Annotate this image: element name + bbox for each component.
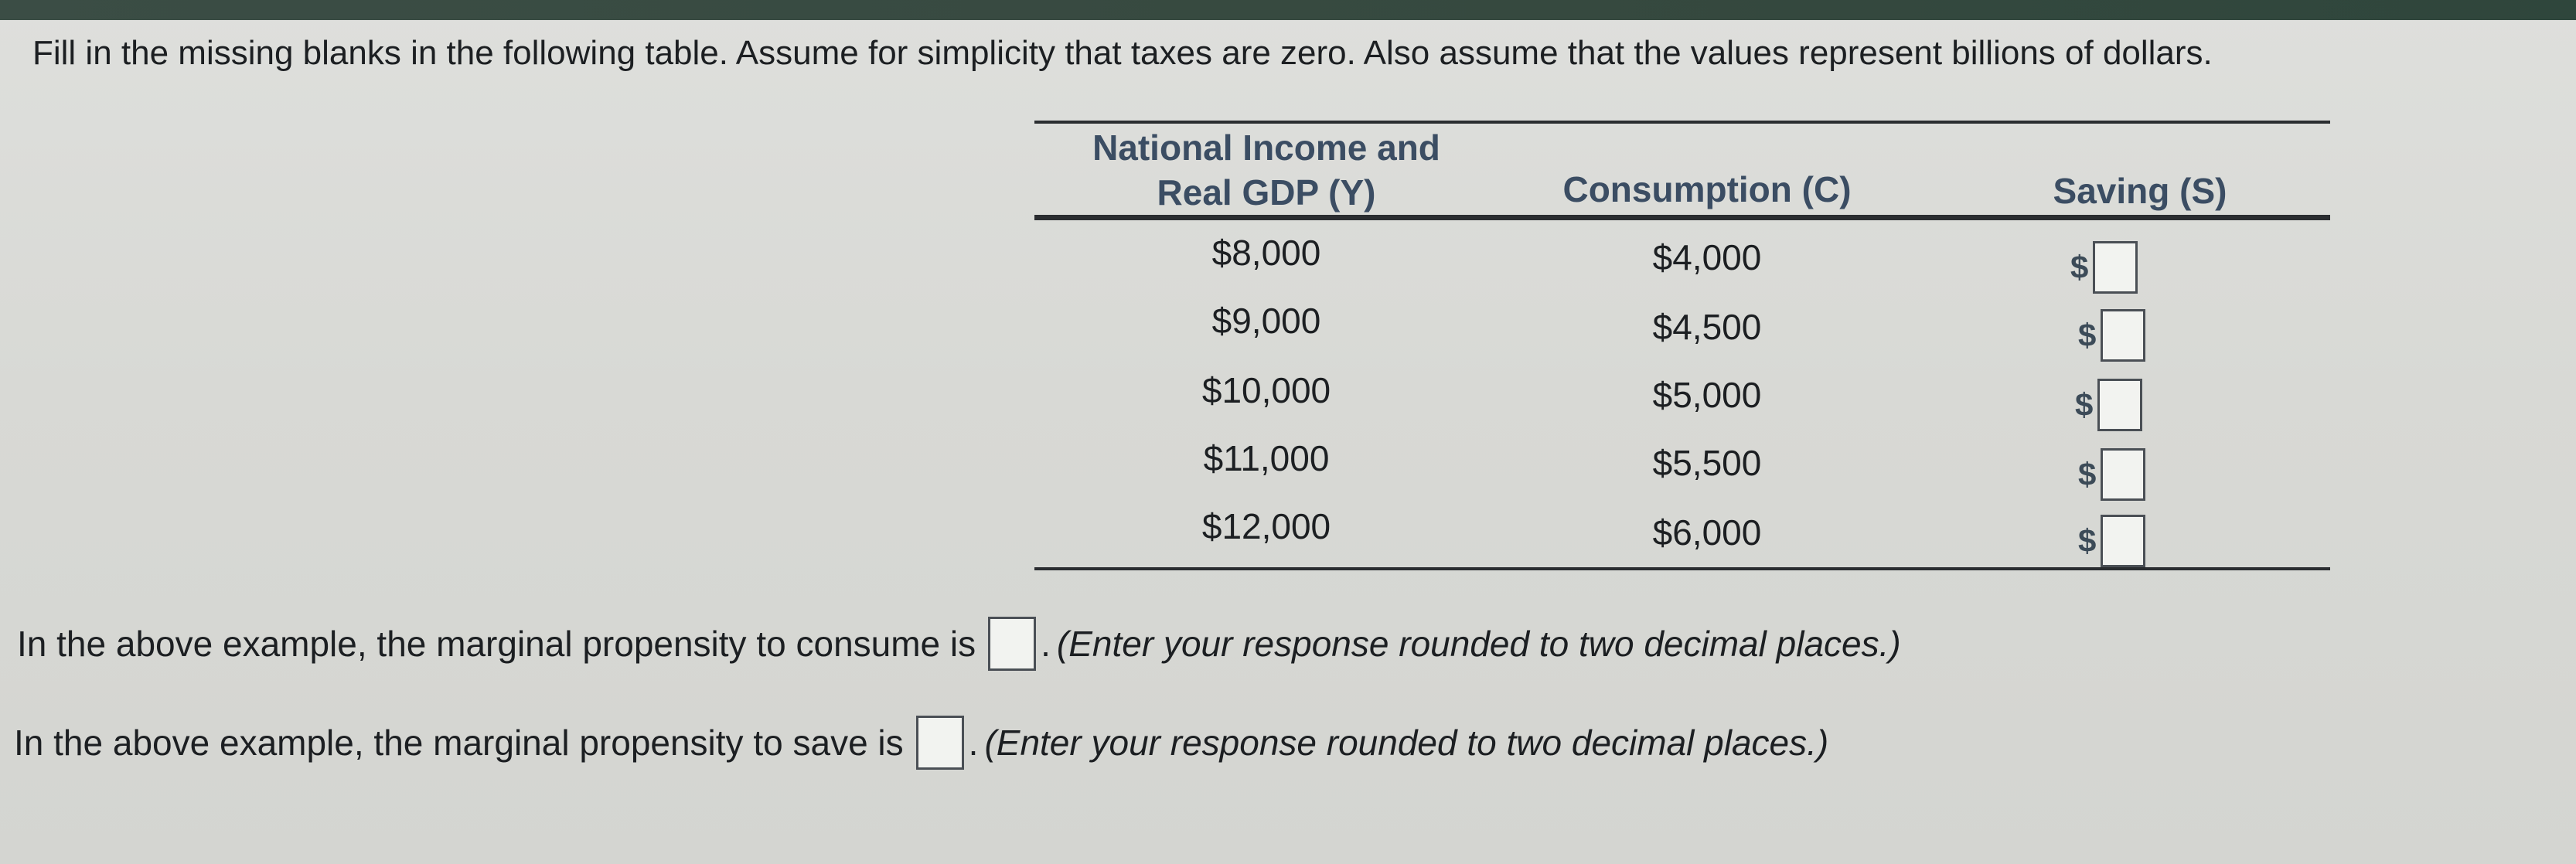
income-consumption-table <box>1034 121 2330 584</box>
rounding-hint: (Enter your response rounded to two decimal places.) <box>984 723 1829 763</box>
mpc-question-text: In the above example, the marginal propensity to consume is <box>17 624 976 664</box>
consumption-cell: $6,000 <box>1652 512 1762 553</box>
question-prompt: Fill in the missing blanks in the following table. Assume for simplicity that taxes are zero. Also assume that the values represent billions of dollars. <box>32 34 2213 72</box>
saving-input[interactable] <box>2097 379 2142 431</box>
mps-question <box>14 716 1828 770</box>
gdp-cell: $11,000 <box>1203 438 1330 478</box>
rounding-hint: (Enter your response rounded to two decimal places.) <box>1056 624 1901 664</box>
dollar-sign: $ <box>2078 317 2097 353</box>
table-header-rule <box>1034 215 2330 220</box>
header-gdp-line1: National Income and <box>1092 128 1440 168</box>
saving-input[interactable] <box>2101 309 2145 362</box>
saving-input[interactable] <box>2101 448 2145 501</box>
gdp-cell: $8,000 <box>1211 233 1321 273</box>
saving-cell <box>2070 241 2138 294</box>
header-gdp-line2: Real GDP (Y) <box>1157 172 1376 213</box>
table-top-rule <box>1034 121 2330 124</box>
header-gdp <box>1034 125 1498 215</box>
consumption-cell: $4,500 <box>1652 307 1762 347</box>
period: . <box>968 723 979 763</box>
gdp-cell: $10,000 <box>1201 370 1331 410</box>
window-top-bar <box>0 0 2576 20</box>
saving-input[interactable] <box>2093 241 2138 294</box>
mpc-input[interactable] <box>988 617 1036 671</box>
saving-input[interactable] <box>2101 515 2145 567</box>
saving-cell <box>2078 515 2145 567</box>
saving-cell <box>2075 379 2142 431</box>
table-bottom-rule <box>1034 567 2330 570</box>
header-consumption: Consumption (C) <box>1562 169 1852 209</box>
consumption-cell: $4,000 <box>1652 237 1762 277</box>
period: . <box>1041 624 1051 664</box>
dollar-sign: $ <box>2075 386 2094 423</box>
mps-question-text: In the above example, the marginal propensity to save is <box>14 723 904 763</box>
saving-cell <box>2078 309 2145 362</box>
gdp-cell: $9,000 <box>1211 301 1321 341</box>
dollar-sign: $ <box>2070 249 2089 285</box>
consumption-cell: $5,500 <box>1652 443 1762 483</box>
header-saving: Saving (S) <box>2053 171 2227 211</box>
mpc-question <box>17 617 1901 671</box>
consumption-cell: $5,000 <box>1652 375 1762 415</box>
dollar-sign: $ <box>2078 522 2097 559</box>
dollar-sign: $ <box>2078 456 2097 492</box>
gdp-cell: $12,000 <box>1201 506 1331 546</box>
saving-cell <box>2078 448 2145 501</box>
mps-input[interactable] <box>916 716 964 770</box>
